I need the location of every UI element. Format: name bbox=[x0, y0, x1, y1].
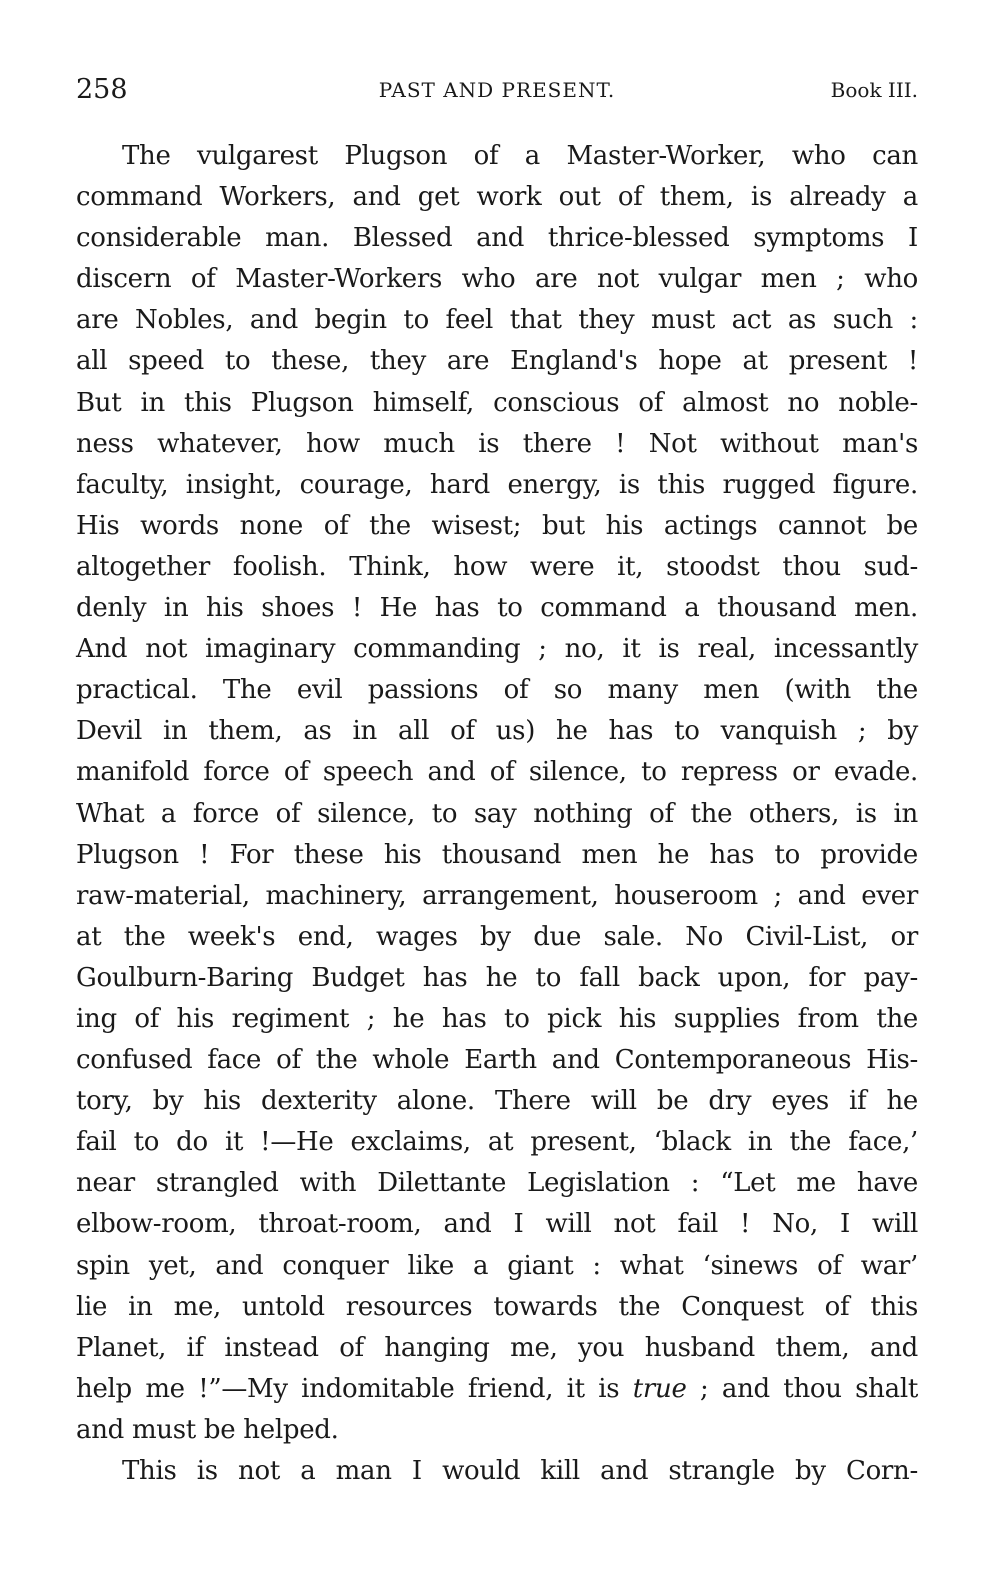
text-line: And not imaginary commanding ; no, it is real, incessantly bbox=[76, 634, 918, 665]
running-head bbox=[76, 74, 918, 108]
text-line bbox=[76, 1369, 918, 1410]
text-line: command Workers, and get work out of them, is already a bbox=[76, 182, 918, 213]
text-line: Planet, if instead of hanging me, you husband them, and bbox=[76, 1332, 918, 1363]
text-line: considerable man. Blessed and thrice-blessed symptoms I bbox=[76, 223, 918, 254]
book-label: Book III. bbox=[830, 78, 918, 102]
text-line: discern of Master-Workers who are not vulgar men ; who bbox=[76, 264, 918, 295]
text-line: spin yet, and conquer like a giant : what ‘sinews of war’ bbox=[76, 1250, 918, 1281]
text-line: all speed to these, they are England's hope at present ! bbox=[76, 346, 918, 377]
text-line: denly in his shoes ! He has to command a thousand men. bbox=[76, 593, 918, 624]
text-line: But in this Plugson himself, conscious of almost no noble- bbox=[76, 387, 918, 418]
body-text bbox=[76, 136, 918, 1492]
text-line: are Nobles, and begin to feel that they must act as such : bbox=[76, 305, 918, 336]
text-line: practical. The evil passions of so many men (with the bbox=[76, 675, 918, 706]
text-line: near strangled with Dilettante Legislation : “Let me have bbox=[76, 1168, 918, 1199]
page-number: 258 bbox=[76, 74, 128, 105]
text-line: This is not a man I would kill and strangle by Corn- bbox=[122, 1456, 918, 1486]
text-line: and must be helped. bbox=[76, 1414, 339, 1445]
text-line: Goulburn-Baring Budget has he to fall back upon, for pay- bbox=[76, 962, 918, 993]
text-line: confused face of the whole Earth and Contemporaneous His- bbox=[76, 1045, 918, 1076]
text-line: tory, by his dexterity alone. There will be dry eyes if he bbox=[76, 1086, 918, 1117]
text-line: at the week's end, wages by due sale. No Civil-List, or bbox=[76, 921, 918, 952]
text-line: manifold force of speech and of silence, to repress or evade. bbox=[76, 757, 918, 788]
running-title: PAST AND PRESENT. bbox=[378, 78, 616, 102]
text-line: Devil in them, as in all of us) he has to vanquish ; by bbox=[76, 716, 918, 747]
text-run: ; and thou shalt bbox=[686, 1373, 918, 1404]
text-line: raw-material, machinery, arrangement, houseroom ; and ever bbox=[76, 880, 918, 911]
text-line: What a force of silence, to say nothing of the others, is in bbox=[76, 798, 918, 829]
text-line: fail to do it !—He exclaims, at present, ‘black in the face,’ bbox=[76, 1127, 918, 1158]
text-line: lie in me, untold resources towards the Conquest of this bbox=[76, 1291, 918, 1322]
text-line: Plugson ! For these his thousand men he has to provide bbox=[76, 839, 918, 870]
text-line: altogether foolish. Think, how were it, stoodst thou sud- bbox=[76, 551, 918, 582]
text-line: faculty, insight, courage, hard energy, is this rugged figure. bbox=[76, 469, 918, 500]
text-line: ing of his regiment ; he has to pick his supplies from the bbox=[76, 1003, 918, 1034]
text-line: The vulgarest Plugson of a Master-Worker, who can bbox=[122, 141, 918, 171]
text-run: help me !”—My indomitable friend, it is bbox=[76, 1373, 633, 1404]
text-line: ness whatever, how much is there ! Not without man's bbox=[76, 428, 918, 459]
italic-word: true bbox=[632, 1373, 687, 1404]
text-line: His words none of the wisest; but his actings cannot be bbox=[76, 510, 918, 541]
text-line: elbow-room, throat-room, and I will not fail ! No, I will bbox=[76, 1209, 918, 1240]
